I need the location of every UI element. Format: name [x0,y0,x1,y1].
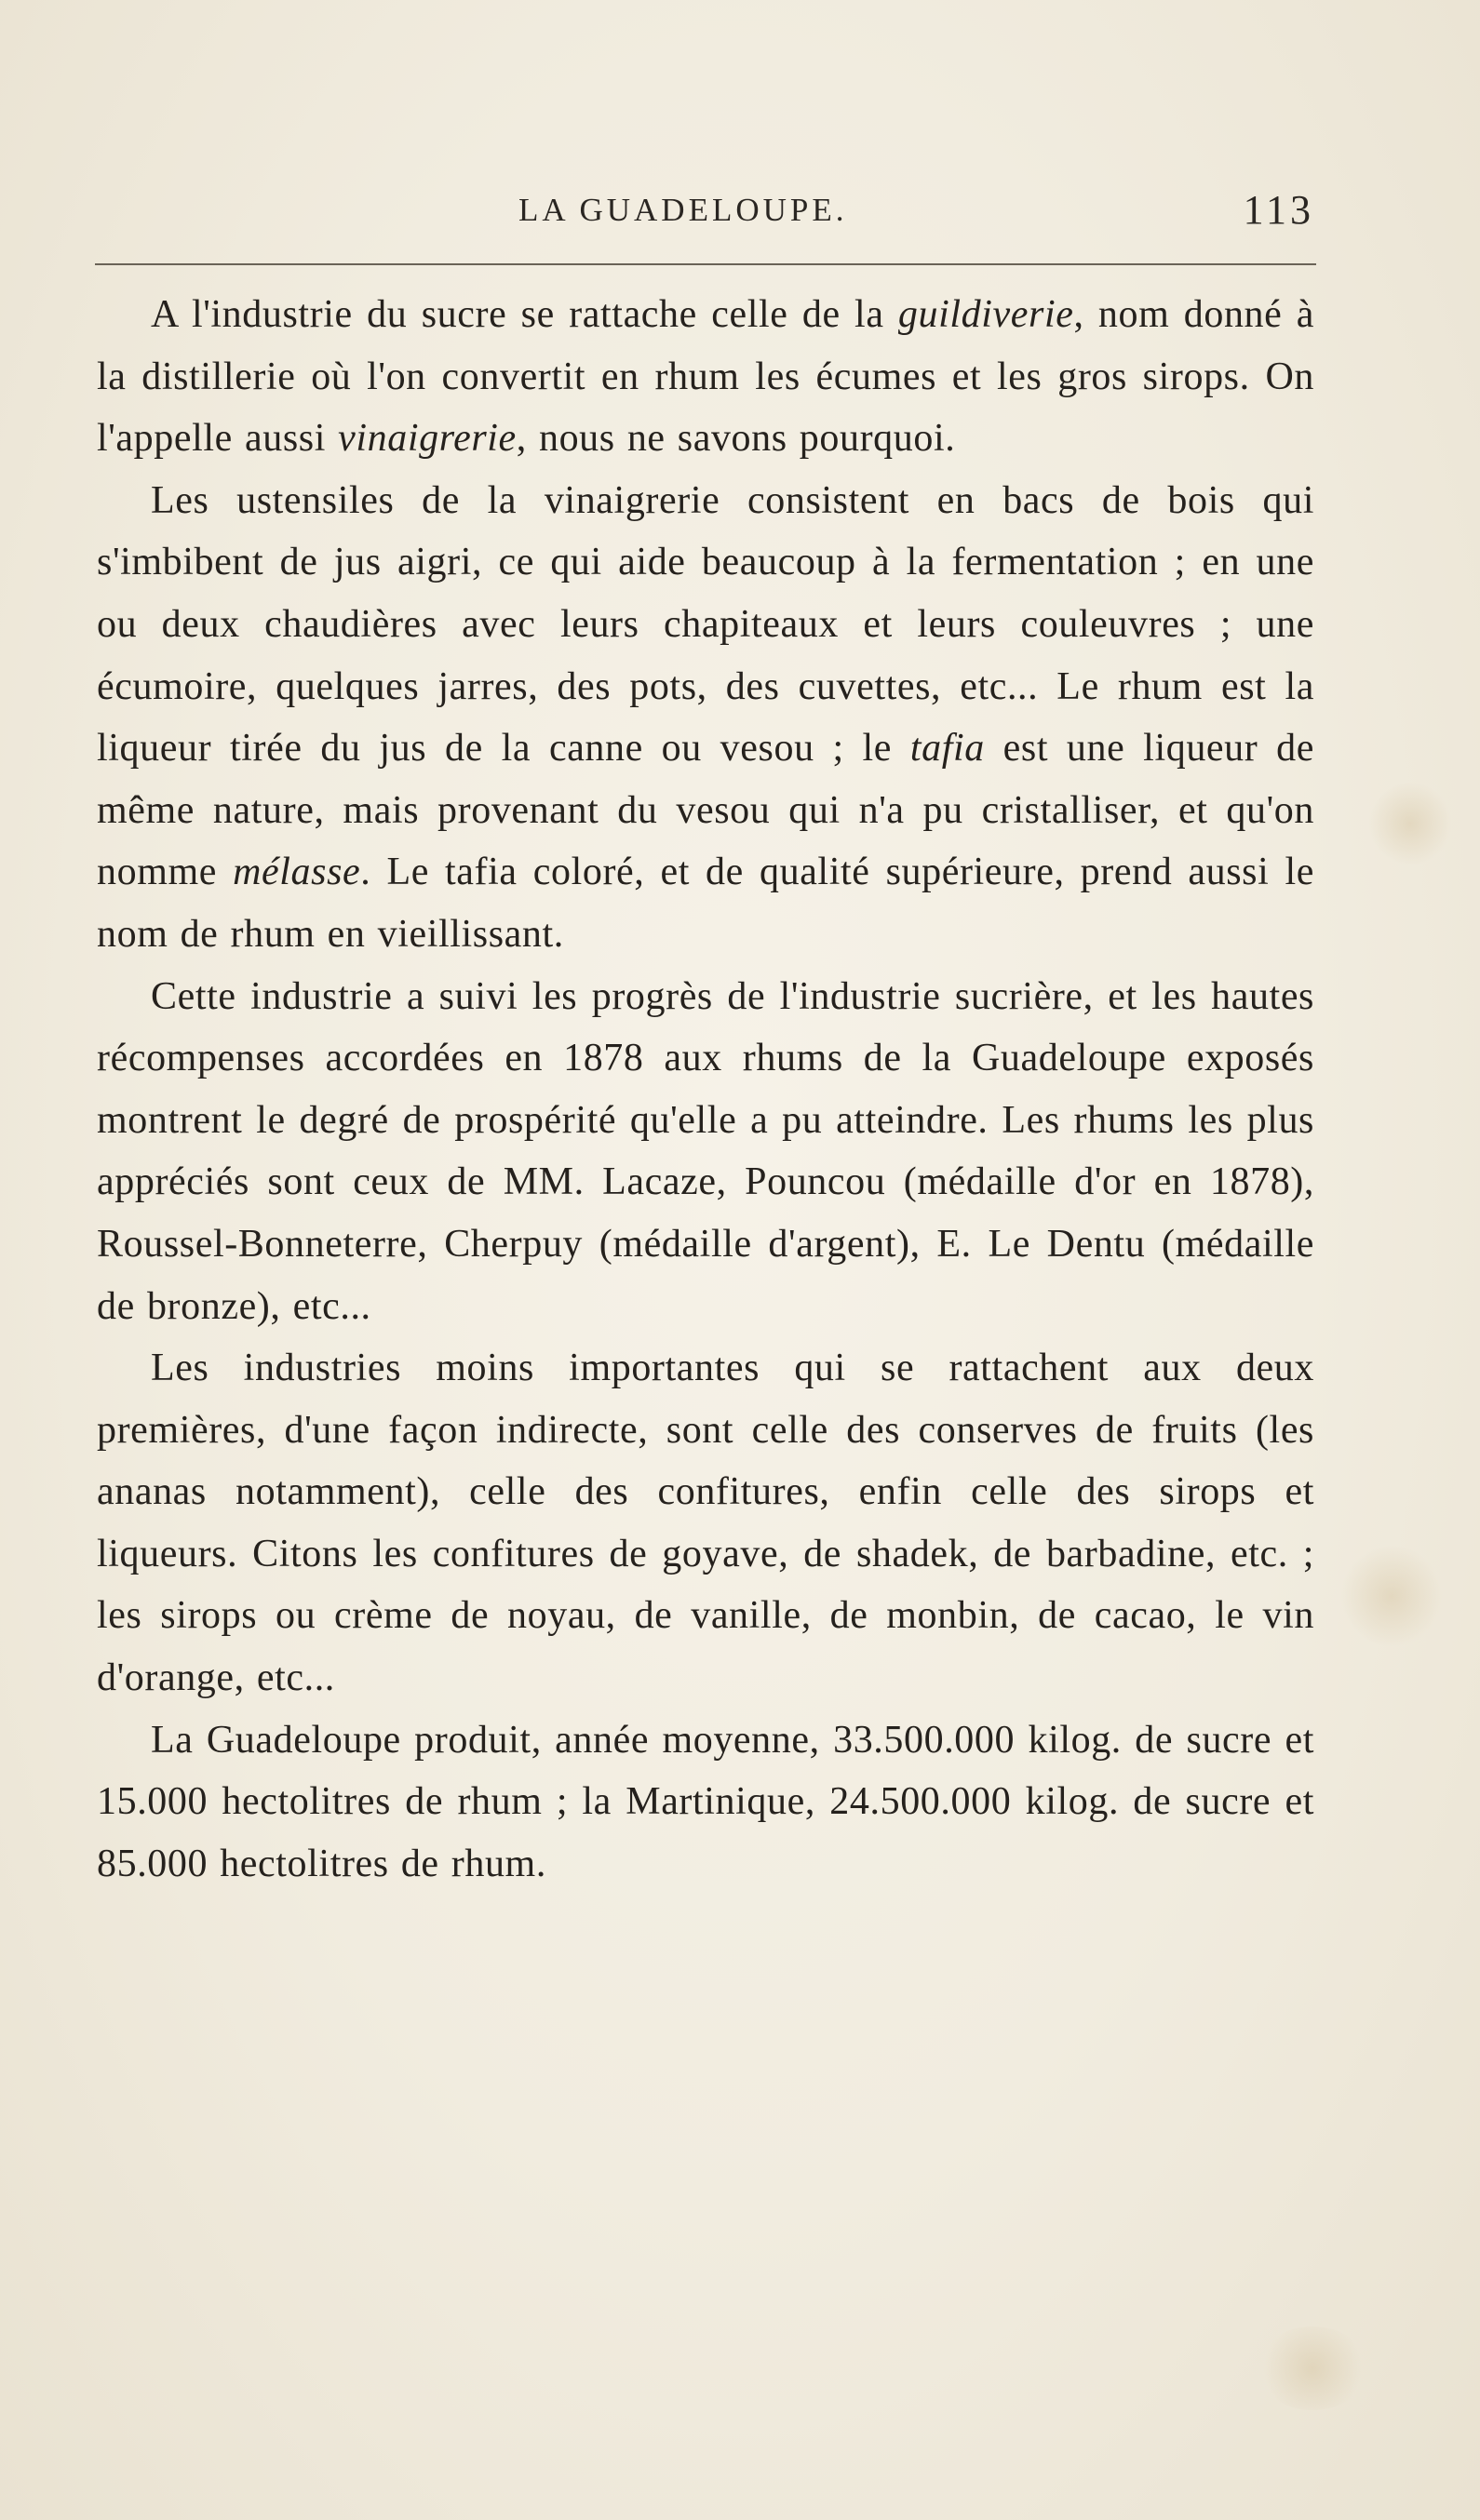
header-rule [95,263,1316,265]
text-segment: Les ustensiles de la vinaigrerie consistent en bacs de bois qui s'imbibent de jus aigri, ce qui aide beaucoup à la fermentation ; en une ou deux chaudières avec leurs chapiteaux et leurs couleuvres ; une écumoire, quelques jarres, des pots, des cuvettes, etc... Le rhum est la liqueur tirée du jus de la canne ou vesou ; le [97,478,1314,771]
paragraph [97,966,1314,1338]
page-header [95,186,1314,242]
italic-term: vinaigrerie [338,417,517,461]
italic-term: guildiverie [897,293,1074,336]
running-head: LA GUADELOUPE. [518,192,848,228]
body-text [97,284,1314,1895]
text-segment: Les industries moins importantes qui se rattachent aux deux premières, d'une façon indirecte, sont celle des conserves de fruits (les ananas notamment), celle des confitures, enfin celle des sirops et liqueurs. Citons les confitures de goyave, de shadek, de barbadine, etc. ; les sirops ou crème de noyau, de vanille, de monbin, de cacao, le vin d'orange, etc... [97,1347,1314,1700]
paragraph [97,1709,1314,1896]
paragraph [97,284,1314,470]
text-segment: Cette industrie a suivi les progrès de l'industrie sucrière, et les hautes récompenses accordées en 1878 aux rhums de la Guadeloupe exposés montrent le degré de prospérité qu'elle a pu atteindre. Les rhums les plus appréciés sont ceux de MM. Lacaze, Pouncou (médaille d'or en 1878), Roussel-Bonneterre, Cherpuy (médaille d'argent), E. Le Dentu (médaille de bronze), etc... [97,974,1314,1328]
text-segment: La Guadeloupe produit, année moyenne, 33.500.000 kilog. de sucre et 15.000 hectolitres de rhum ; la Martinique, 24.500.000 kilog. de sucre et 85.000 hectolitres de rhum. [97,1718,1314,1885]
text-segment: , nom donné à la distillerie où l'on convertit en rhum les écumes et les gros sirops. On l'appelle aussi [97,293,1314,461]
paragraph [97,1337,1314,1709]
text-segment: , nous ne savons pourquoi. [516,417,956,461]
paper-stain [1340,1545,1443,1647]
text-segment: est une liqueur de même nature, mais provenant du vesou qui n'a pu cristalliser, et qu'on nomme [97,727,1314,894]
paper-stain [1257,2326,1368,2410]
text-segment: A l'industrie du sucre se rattache celle de la [151,293,898,336]
paragraph [97,470,1314,966]
paper-stain [1368,782,1452,865]
italic-term: mélasse [233,851,361,894]
italic-term: tafia [909,727,985,771]
page-number: 113 [1243,187,1314,233]
text-segment: . Le tafia coloré, et de qualité supérieure, prend aussi le nom de rhum en vieillissant. [97,851,1314,956]
